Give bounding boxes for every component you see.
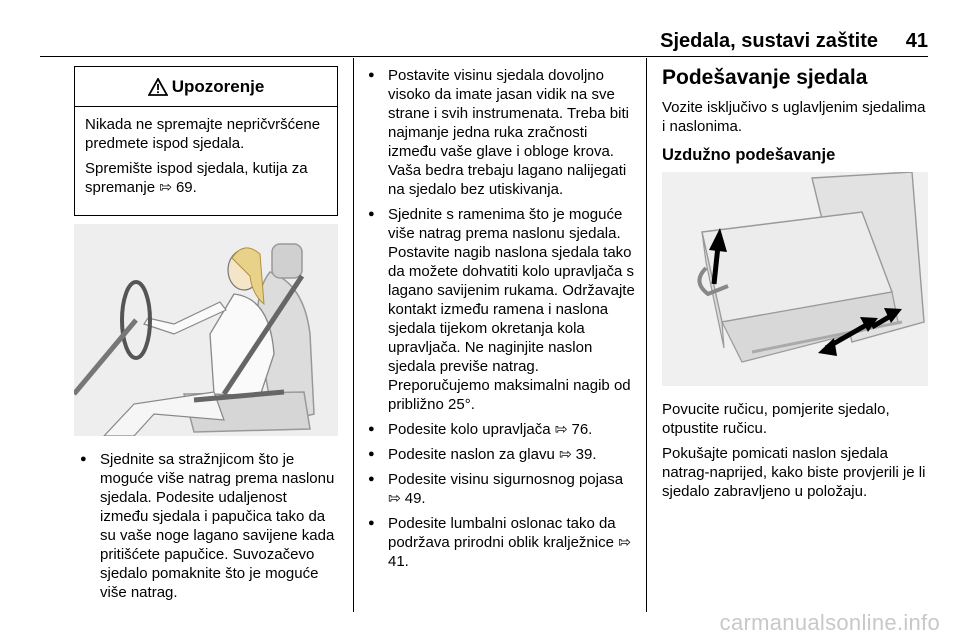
watermark: carmanualsonline.info bbox=[719, 610, 940, 635]
warning-title: Upozorenje bbox=[171, 76, 265, 96]
list-item: ● Sjednite sa stražnjicom što je moguće više natrag prema naslonu sjedala. Podesite udaljenost između sjedala i papučica tako da su vaše noge lagano savijene kada pritišćete papučice. Suvozačevo sjedalo pomaknite što je moguće više natrag. bbox=[78, 450, 336, 602]
warning-triangle-icon bbox=[148, 78, 168, 96]
driver-seating-illustration bbox=[74, 224, 338, 436]
page-header bbox=[40, 26, 928, 57]
list-item: ● Podesite visinu sigurnosnog pojasa ⇰ 49. bbox=[366, 470, 638, 508]
warning-box bbox=[74, 66, 338, 216]
section-title: Podešavanje sjedala bbox=[662, 66, 868, 89]
subsection-title: Uzdužno podešavanje bbox=[662, 146, 836, 164]
seating-instructions-list bbox=[78, 450, 336, 608]
seat-adjustment-illustration bbox=[662, 172, 928, 386]
instruction-paragraph: Pokušajte pomicati naslon sjedala natrag-naprijed, kako biste provjerili je li sjedalo zabravljeno u položaju. bbox=[662, 445, 926, 500]
instruction-paragraph: Povucite ručicu, pomjerite sjedalo, otpustite ručicu. bbox=[662, 401, 890, 437]
header-title: Sjedala, sustavi zaštite bbox=[660, 30, 878, 52]
list-item: ● Sjednite s ramenima što je moguće više natrag prema naslonu sjedala. Postavite nagib naslona sjedala tako da možete dohvatiti kolo upravljača s lagano savijenim rukama. Održavajte kontakt između ramena i naslona sjedala tijekom okretanja kola upravljača. Ne naginjite naslon sjedala previše natrag. Preporučujemo maksimalni nagib od približno 25°. bbox=[366, 205, 638, 414]
list-item: ● Podesite naslon za glavu ⇰ 39. bbox=[366, 445, 638, 464]
warning-header bbox=[75, 67, 337, 107]
list-item: ● Podesite lumbalni oslonac tako da podržava prirodni oblik kralježnice ⇰ 41. bbox=[366, 514, 638, 571]
warning-paragraph: Nikada ne spremajte nepričvršćene predmete ispod sjedala. bbox=[85, 116, 321, 152]
seated-driver-image bbox=[74, 224, 338, 436]
seating-instructions-list bbox=[366, 66, 638, 577]
warning-body bbox=[75, 107, 337, 197]
column-divider bbox=[353, 58, 354, 612]
seat-lever-image bbox=[662, 172, 928, 386]
section-intro: Vozite isključivo s uglavljenim sjedalima i naslonima. bbox=[662, 99, 926, 135]
page-number: 41 bbox=[905, 30, 928, 52]
list-item: ● Postavite visinu sjedala dovoljno visoko da imate jasan vidik na sve strane i svih instrumenata. Treba biti najmanje jedna ruka zračnosti između vaše glave i obloge krova. Vaša bedra trebaju lagano nalijegati na sjedalo bez utiskivanja. bbox=[366, 66, 638, 199]
list-item: ● Podesite kolo upravljača ⇰ 76. bbox=[366, 420, 638, 439]
warning-paragraph: Spremište ispod sjedala, kutija za spremanje ⇰ 69. bbox=[85, 160, 308, 196]
column-divider bbox=[646, 58, 647, 612]
